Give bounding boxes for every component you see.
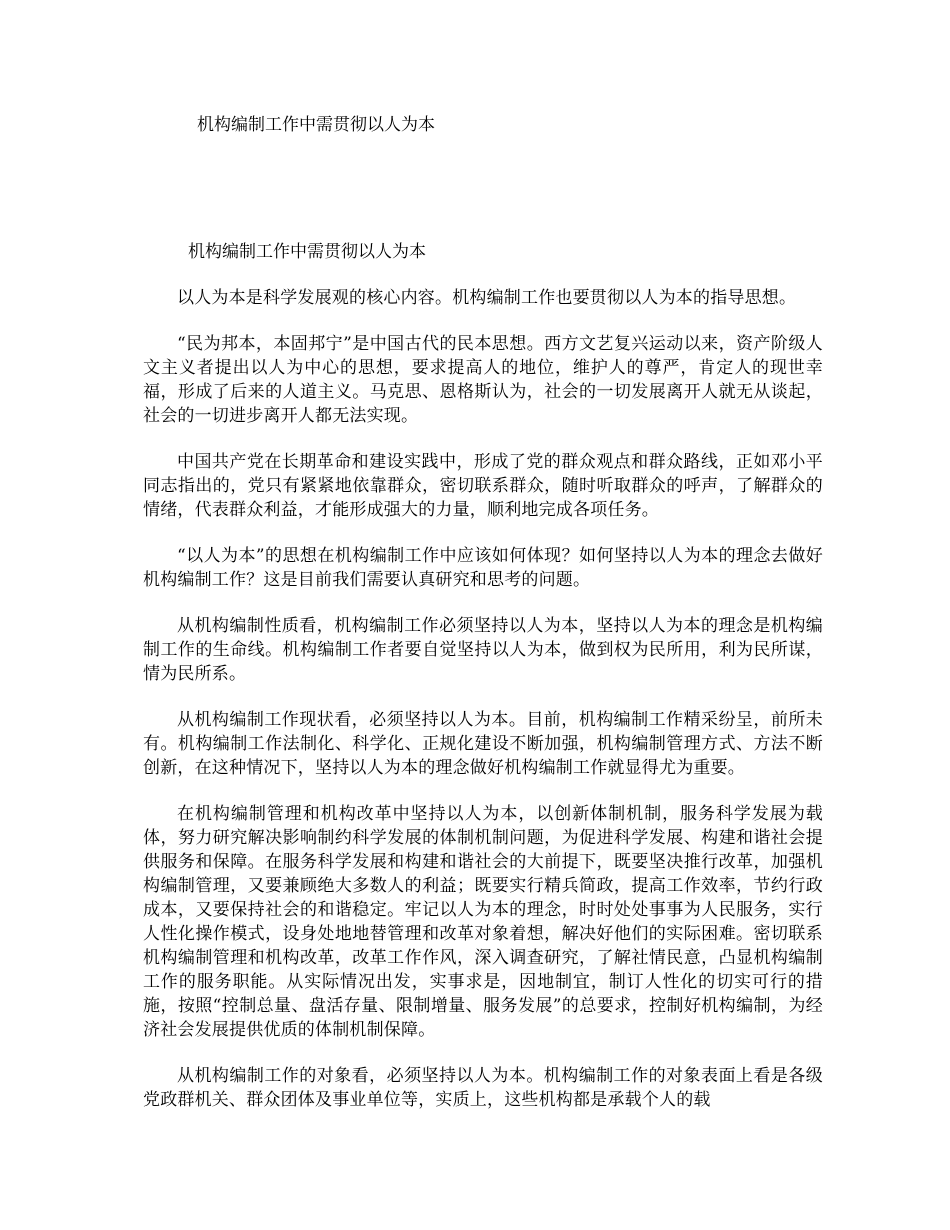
document-body: [143, 240, 823, 1134]
paragraph: 中国共产党在长期革命和建设实践中，形成了党的群众观点和群众路线，正如邓小平同志指出的，党只有紧紧地依靠群众，密切联系群众，随时听取群众的呼声，了解群众的情绪，代表群众利益，才能形成强大的力量，顺利地完成各项任务。: [143, 452, 823, 520]
paragraph: “以人为本”的思想在机构编制工作中应该如何体现？如何坚持以人为本的理念去做好机构编制工作？这是目前我们需要认真研究和思考的问题。: [143, 546, 823, 590]
paragraph: 从机构编制工作现状看，必须坚持以人为本。目前，机构编制工作精采纷呈，前所未有。机构编制工作法制化、科学化、正规化建设不断加强，机构编制管理方式、方法不断创新，在这种情况下，坚持以人为本的理念做好机构编制工作就显得尤为重要。: [143, 710, 823, 778]
article-title: 机构编制工作中需贯彻以人为本: [188, 242, 426, 262]
paragraph: 以人为本是科学发展观的核心内容。机构编制工作也要贯彻以人为本的指导思想。: [177, 288, 797, 308]
paragraph: 从机构编制性质看，机构编制工作必须坚持以人为本，坚持以人为本的理念是机构编制工作的生命线。机构编制工作者要自觉坚持以人为本，做到权为民所用，利为民所谋，情为民所系。: [143, 616, 823, 684]
paragraph: “民为邦本，本固邦宁”是中国古代的民本思想。西方文艺复兴运动以来，资产阶级人文主义者提出以人为中心的思想，要求提高人的地位，维护人的尊严，肯定人的现世幸福，形成了后来的人道主义。马克思、恩格斯认为，社会的一切发展离开人就无从谈起，社会的一切进步离开人都无法实现。: [143, 334, 823, 426]
paragraph: 从机构编制工作的对象看，必须坚持以人为本。机构编制工作的对象表面上看是各级党政群机关、群众团体及事业单位等，实质上，这些机构都是承载个人的载: [143, 1066, 823, 1110]
paragraph: 在机构编制管理和机构改革中坚持以人为本，以创新体制机制，服务科学发展为载体，努力研究解决影响制约科学发展的体制机制问题，为促进科学发展、构建和谐社会提供服务和保障。在服务科学发展和构建和谐社会的大前提下，既要坚决推行改革，加强机构编制管理，又要兼顾绝大多数人的利益；既要实行精兵简政，提高工作效率，节约行政成本，又要保持社会的和谐稳定。牢记以人为本的理念，时时处处事事为人民服务，实行人性化操作模式，设身处地地替管理和改革对象着想，解决好他们的实际困难。密切联系机构编制管理和机构改革，改革工作作风，深入调查研究，了解社情民意，凸显机构编制工作的服务职能。从实际情况出发，实事求是，因地制宜，制订人性化的切实可行的措施，按照“控制总量、盘活存量、限制增量、服务发展”的总要求，控制好机构编制，为经济社会发展提供优质的体制机制保障。: [143, 804, 823, 1040]
document-header-title: 机构编制工作中需贯彻以人为本: [197, 115, 435, 135]
